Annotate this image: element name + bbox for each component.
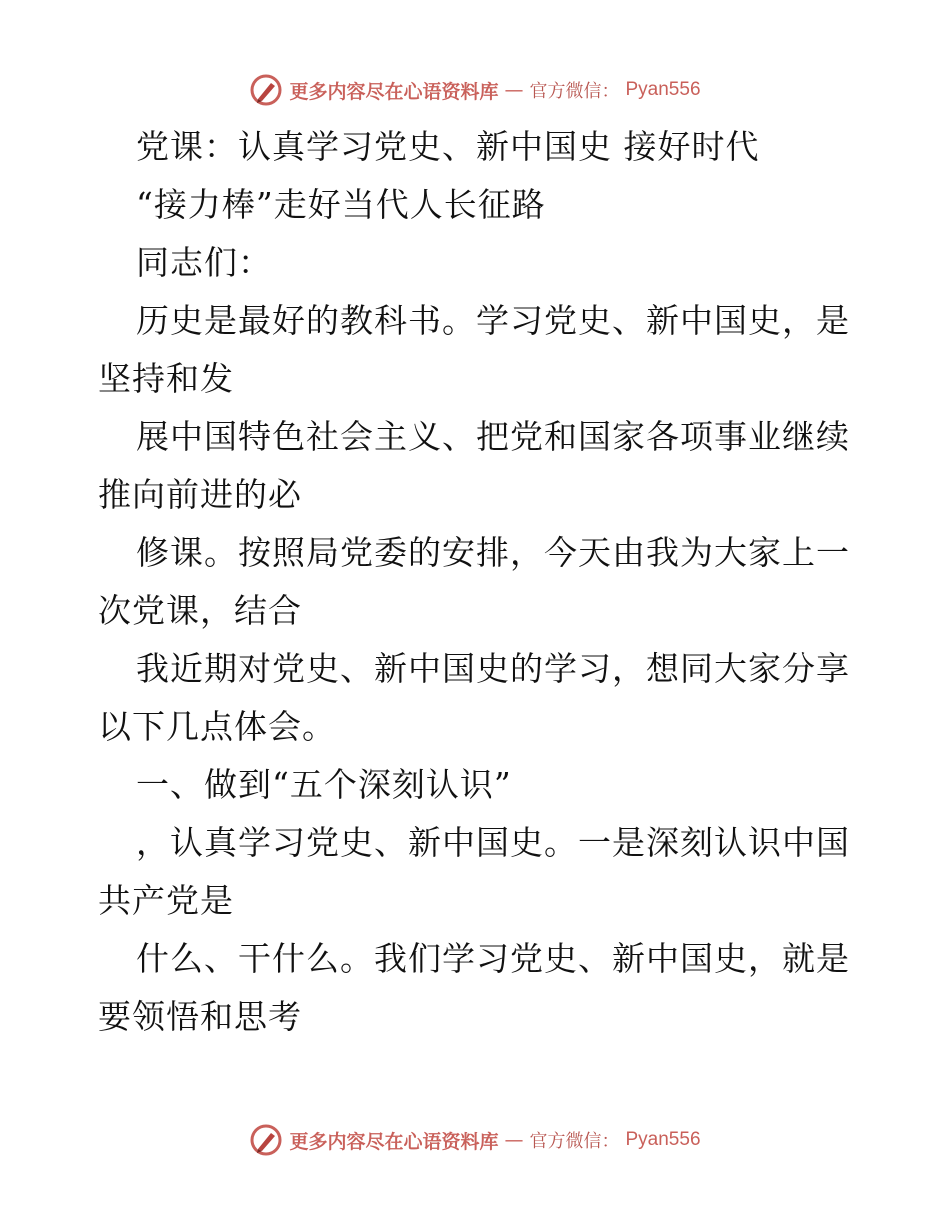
footer-banner-dash: — <box>504 1129 524 1151</box>
doc-paragraph-line: 次党课，结合 <box>98 591 302 630</box>
doc-paragraph-line: 以下几点体会。 <box>98 707 336 746</box>
doc-section-heading: 一、做到“五个深刻认识” <box>136 765 512 804</box>
header-banner-content <box>249 73 700 107</box>
header-banner-brand: 官方微信： <box>529 81 620 102</box>
footer-banner <box>0 1120 950 1160</box>
pen-logo-icon <box>249 73 283 107</box>
footer-banner-content <box>249 1123 700 1157</box>
header-banner-dash: — <box>504 79 524 101</box>
doc-paragraph-line: 要领悟和思考 <box>98 997 302 1036</box>
header-banner <box>0 70 950 110</box>
footer-banner-text: 更多内容尽在心语资料库 <box>289 1130 499 1153</box>
doc-paragraph-line: 推向前进的必 <box>98 475 302 514</box>
footer-banner-id: Pyan556 <box>625 1129 701 1150</box>
document-body <box>98 118 858 1046</box>
doc-paragraph-line: 历史是最好的教科书。学习党史、新中国史，是 <box>136 301 850 340</box>
doc-paragraph-line: 坚持和发 <box>98 359 234 398</box>
doc-title-line-1: 党课：认真学习党史、新中国史 接好时代 <box>136 127 760 166</box>
header-banner-id: Pyan556 <box>625 79 701 100</box>
pen-logo-icon <box>249 1123 283 1157</box>
doc-paragraph-line: ，认真学习党史、新中国史。一是深刻认识中国 <box>136 823 850 862</box>
footer-banner-brand: 官方微信： <box>529 1131 620 1152</box>
doc-paragraph-line: 什么、干什么。我们学习党史、新中国史，就是 <box>136 939 850 978</box>
doc-paragraph-line: 展中国特色社会主义、把党和国家各项事业继续 <box>136 417 850 456</box>
doc-paragraph-line: 我近期对党史、新中国史的学习，想同大家分享 <box>136 649 850 688</box>
doc-salutation: 同志们： <box>136 243 272 282</box>
header-banner-text: 更多内容尽在心语资料库 <box>289 80 499 103</box>
doc-paragraph-line: 修课。按照局党委的安排，今天由我为大家上一 <box>136 533 850 572</box>
doc-title-line-2: “接力棒”走好当代人长征路 <box>136 185 546 224</box>
doc-paragraph-line: 共产党是 <box>98 881 234 920</box>
